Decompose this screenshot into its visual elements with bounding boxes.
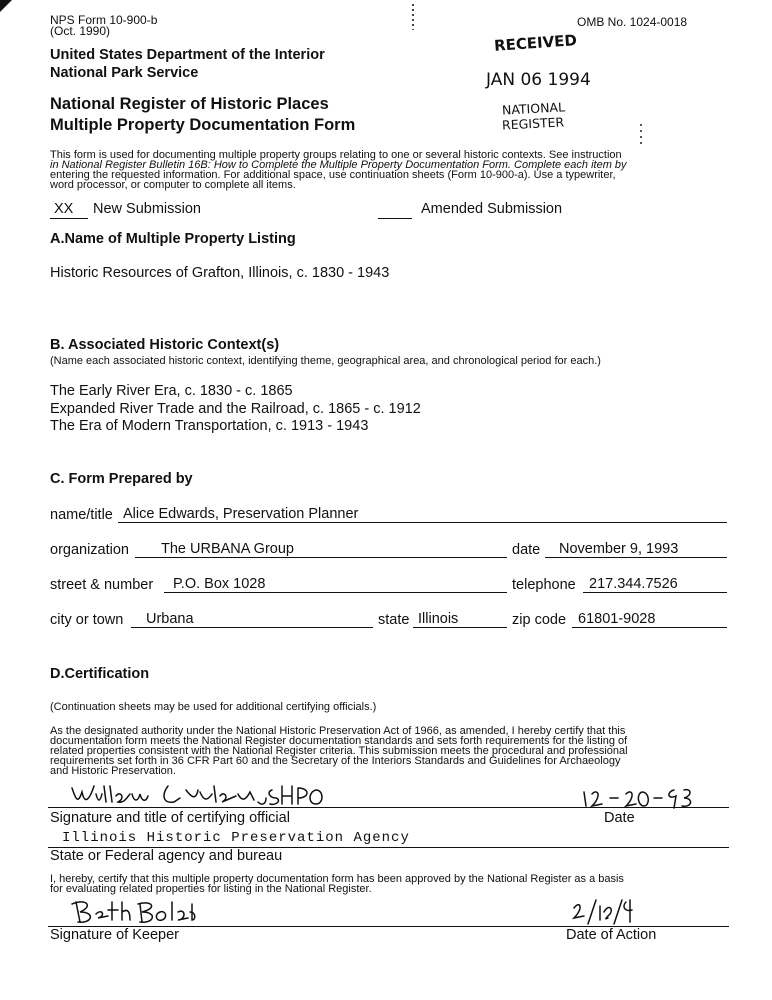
cert-line1: As the designated authority under the National Historic Preservation Act of 1966, as amended, I hereby certify that this bbox=[50, 725, 626, 737]
department-name: United States Department of the Interior bbox=[50, 47, 325, 63]
zip-underline bbox=[572, 627, 727, 628]
form-title-line1: National Register of Historic Places bbox=[50, 95, 329, 113]
cert-line3: related properties consistent with the National Register criteria. This submission meets the procedural and professional bbox=[50, 745, 628, 757]
certifying-signature-label: Signature and title of certifying official bbox=[50, 810, 290, 826]
date-prepared-underline bbox=[545, 557, 727, 558]
omb-number: OMB No. 1024-0018 bbox=[577, 15, 688, 29]
name-title-label: name/title bbox=[50, 507, 113, 523]
cert-line4: requirements set forth in 36 CFR Part 60 and the Secretary of the Interiors Standards and Guidelines for Archaeology bbox=[50, 755, 621, 767]
city-value: Urbana bbox=[146, 611, 194, 627]
intro-line3: entering the requested information. For additional space, use continuation sheets (Form 10-900-a). Use a typewriter, bbox=[50, 169, 616, 181]
form-number: NPS Form 10-900-b bbox=[50, 13, 158, 27]
name-title-underline bbox=[118, 522, 727, 523]
state-label: state bbox=[378, 612, 410, 628]
new-submission-mark: XX bbox=[54, 201, 74, 217]
date-prepared-label: date bbox=[512, 542, 541, 558]
section-d-heading: D.Certification bbox=[50, 666, 150, 682]
organization-value: The URBANA Group bbox=[161, 541, 294, 557]
agency-label: State or Federal agency and bureau bbox=[50, 848, 283, 864]
keeper-certify-line1: I, hereby, certify that this multiple property documentation form has been approved by the National Register as a basis bbox=[50, 873, 624, 885]
zip-label: zip code bbox=[512, 612, 567, 628]
context-item: Expanded River Trade and the Railroad, c. 1865 - c. 1912 bbox=[50, 401, 421, 417]
keeper-certify-line2: for evaluating related properties for listing in the National Register. bbox=[50, 883, 372, 895]
stamp-register: REGISTER bbox=[501, 114, 565, 133]
section-a-heading: A.Name of Multiple Property Listing bbox=[50, 231, 296, 247]
zip-value: 61801-9028 bbox=[578, 611, 656, 627]
amended-submission-blank bbox=[378, 218, 412, 219]
street-underline bbox=[164, 592, 507, 593]
street-value: P.O. Box 1028 bbox=[173, 576, 266, 592]
context-item: The Early River Era, c. 1830 - c. 1865 bbox=[50, 383, 293, 399]
continuation-note: (Continuation sheets may be used for additional certifying officials.) bbox=[50, 701, 377, 713]
section-b-instruction: (Name each associated historic context, identifying theme, geographical area, and chronological period for each.) bbox=[50, 355, 601, 367]
new-submission-blank bbox=[50, 218, 88, 219]
telephone-value: 217.344.7526 bbox=[589, 576, 678, 592]
scan-artifact-mark bbox=[640, 124, 642, 146]
form-date: (Oct. 1990) bbox=[50, 24, 111, 38]
scan-corner-mark bbox=[0, 0, 12, 12]
telephone-label: telephone bbox=[512, 577, 576, 593]
scan-artifact-mark bbox=[412, 4, 414, 30]
organization-underline bbox=[135, 557, 507, 558]
certifying-signature-line bbox=[48, 807, 729, 808]
context-item: The Era of Modern Transportation, c. 1913 - 1943 bbox=[50, 418, 369, 434]
city-underline bbox=[131, 627, 373, 628]
intro-line1: This form is used for documenting multiple property groups relating to one or several historic contexts. See instruction bbox=[50, 149, 622, 161]
date-of-action-label: Date of Action bbox=[566, 927, 657, 943]
agency-value: Illinois Historic Preservation Agency bbox=[62, 830, 410, 846]
cert-line2: documentation form meets the National Register documentation standards and sets forth requirements for the listing of bbox=[50, 735, 628, 747]
form-title-line2: Multiple Property Documentation Form bbox=[50, 116, 356, 134]
new-submission-label: New Submission bbox=[93, 201, 201, 217]
service-name: National Park Service bbox=[50, 65, 199, 81]
organization-label: organization bbox=[50, 542, 129, 558]
amended-submission-label: Amended Submission bbox=[421, 201, 563, 217]
city-label: city or town bbox=[50, 612, 124, 628]
intro-line4: word processor, or computer to complete all items. bbox=[50, 179, 296, 191]
cert-line5: and Historic Preservation. bbox=[50, 765, 176, 777]
state-value: Illinois bbox=[418, 611, 459, 627]
certifying-official-date-handwritten bbox=[580, 786, 700, 815]
telephone-underline bbox=[583, 592, 727, 593]
date-prepared-value: November 9, 1993 bbox=[559, 541, 679, 557]
received-stamp-date: JAN 06 1994 bbox=[486, 70, 591, 90]
name-title-value: Alice Edwards, Preservation Planner bbox=[123, 506, 359, 522]
certifying-date-label: Date bbox=[604, 810, 635, 826]
keeper-signature-label: Signature of Keeper bbox=[50, 927, 179, 943]
street-label: street & number bbox=[50, 577, 154, 593]
received-stamp: RECEIVED bbox=[493, 31, 578, 55]
section-b-heading: B. Associated Historic Context(s) bbox=[50, 337, 280, 353]
state-underline bbox=[413, 627, 507, 628]
multiple-property-name: Historic Resources of Grafton, Illinois, c. 1830 - 1943 bbox=[50, 265, 390, 281]
section-c-heading: C. Form Prepared by bbox=[50, 471, 193, 487]
intro-line2: in National Register Bulletin 16B: How to Complete the Multiple Property Documentation Form. Complete each item by bbox=[50, 159, 627, 171]
stamp-national: NATIONAL bbox=[501, 99, 566, 118]
